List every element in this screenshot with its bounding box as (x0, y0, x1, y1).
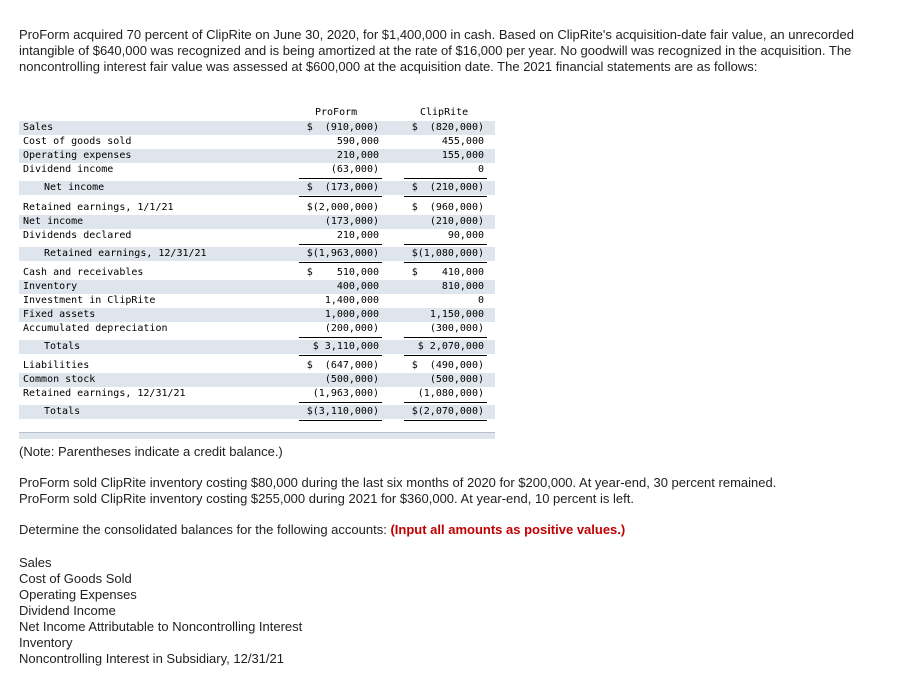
proform-value: 1,000,000 (324, 309, 379, 320)
proform-value: 590,000 (336, 136, 379, 147)
row-label: Investment in ClipRite (23, 295, 156, 306)
table-row (19, 215, 495, 229)
account-item: Cost of Goods Sold (19, 571, 132, 586)
row-label: Net income (23, 216, 84, 227)
table-row (19, 201, 495, 215)
proform-value: (173,000) (324, 216, 379, 227)
cliprite-value: 810,000 (441, 281, 484, 292)
credit-balance-note: (Note: Parentheses indicate a credit balance.) (19, 444, 283, 459)
cliprite-value: $ (210,000) (411, 182, 484, 193)
subtotal-rule (299, 178, 382, 179)
sale-2021: ProForm sold ClipRite inventory costing $255,000 during 2021 for $360,000. At year-end, 10 percent is left. (19, 491, 634, 506)
cliprite-value: $ (960,000) (411, 202, 484, 213)
total-rule (404, 420, 487, 421)
account-item: Operating Expenses (19, 587, 137, 602)
row-label: Cost of goods sold (23, 136, 132, 147)
sale-2020: ProForm sold ClipRite inventory costing $80,000 during the last six months of 2020 for $200,000. At year-end, 30 percent remained. (19, 475, 777, 490)
col-header-proform: ProForm (315, 107, 358, 118)
total-rule (299, 262, 382, 263)
row-label: Dividend income (23, 164, 114, 175)
proform-value: 1,400,000 (324, 295, 379, 306)
cliprite-value: (210,000) (429, 216, 484, 227)
table-row (19, 163, 495, 177)
proform-value: $ 3,110,000 (312, 341, 379, 352)
total-rule (404, 355, 487, 356)
cliprite-value: $(1,080,000) (411, 248, 484, 259)
cliprite-value: (1,080,000) (417, 388, 484, 399)
total-rule (404, 196, 487, 197)
table-row (19, 266, 495, 280)
cliprite-value: 90,000 (447, 230, 484, 241)
instruction-text: Determine the consolidated balances for the following accounts: (19, 522, 387, 537)
table-row (19, 405, 495, 419)
table-header-row (19, 106, 495, 120)
subtotal-rule (299, 244, 382, 245)
row-label: Totals (44, 341, 81, 352)
table-row (19, 387, 495, 401)
table-row (19, 359, 495, 373)
proform-value: (500,000) (324, 374, 379, 385)
proform-value: 400,000 (336, 281, 379, 292)
accounts-list (19, 555, 302, 667)
table-row (19, 181, 495, 195)
row-label: Sales (23, 122, 54, 133)
row-label: Retained earnings, 1/1/21 (23, 202, 174, 213)
proform-value: 210,000 (336, 230, 379, 241)
proform-value: $ (173,000) (306, 182, 379, 193)
subtotal-rule (404, 244, 487, 245)
row-label: Totals (44, 406, 81, 417)
total-rule (404, 262, 487, 263)
row-label: Inventory (23, 281, 78, 292)
subtotal-rule (404, 402, 487, 403)
cliprite-value: $(2,070,000) (411, 406, 484, 417)
proform-value: $(2,000,000) (306, 202, 379, 213)
cliprite-value: 0 (477, 295, 484, 306)
proform-value: $(1,963,000) (306, 248, 379, 259)
proform-value: $ 510,000 (306, 267, 379, 278)
row-label: Retained earnings, 12/31/21 (23, 388, 186, 399)
account-item: Inventory (19, 635, 73, 650)
inventory-sales-info (19, 475, 889, 507)
account-item: Sales (19, 555, 52, 570)
proform-value: $ (910,000) (306, 122, 379, 133)
cliprite-value: 455,000 (441, 136, 484, 147)
cliprite-value: $ 410,000 (411, 267, 484, 278)
row-label: Fixed assets (23, 309, 96, 320)
account-item: Dividend Income (19, 603, 116, 618)
row-label: Dividends declared (23, 230, 132, 241)
table-row (19, 340, 495, 354)
subtotal-rule (404, 337, 487, 338)
cliprite-value: 155,000 (441, 150, 484, 161)
proform-value: $(3,110,000) (306, 406, 379, 417)
problem-intro: ProForm acquired 70 percent of ClipRite on June 30, 2020, for $1,400,000 in cash. Based on ClipRite's acquisition-date fair value, an unrecorded intangible of $640,000 was recognized and is being amortized at the rate of $16,000 per year. No goodwill was recognized in the acquisition. The noncontrolling interest fair value was assessed at $600,000 at the acquisition date. The 2021 financial statements are as follows: (19, 27, 854, 74)
proform-value: $ (647,000) (306, 360, 379, 371)
row-label: Operating expenses (23, 150, 132, 161)
row-label: Liabilities (23, 360, 90, 371)
col-header-cliprite: ClipRite (420, 107, 469, 118)
table-row (19, 121, 495, 135)
table-footer-bar (19, 432, 495, 439)
account-item: Noncontrolling Interest in Subsidiary, 12/31/21 (19, 651, 284, 666)
cliprite-value: $ (820,000) (411, 122, 484, 133)
total-rule (299, 355, 382, 356)
row-label: Accumulated depreciation (23, 323, 168, 334)
table-row (19, 373, 495, 387)
table-row (19, 229, 495, 243)
proform-value: (63,000) (330, 164, 379, 175)
cliprite-value: (300,000) (429, 323, 484, 334)
table-row (19, 135, 495, 149)
total-rule (299, 196, 382, 197)
instruction (19, 522, 625, 538)
cliprite-value: 0 (477, 164, 484, 175)
table-row (19, 322, 495, 336)
row-label: Common stock (23, 374, 96, 385)
subtotal-rule (404, 178, 487, 179)
proform-value: (1,963,000) (312, 388, 379, 399)
table-row (19, 149, 495, 163)
subtotal-rule (299, 337, 382, 338)
financial-statements-table (19, 106, 495, 428)
table-row (19, 247, 495, 261)
cliprite-value: 1,150,000 (429, 309, 484, 320)
row-label: Retained earnings, 12/31/21 (44, 248, 207, 259)
cliprite-value: (500,000) (429, 374, 484, 385)
cliprite-value: $ 2,070,000 (417, 341, 484, 352)
subtotal-rule (299, 402, 382, 403)
table-row (19, 308, 495, 322)
cliprite-value: $ (490,000) (411, 360, 484, 371)
row-label: Cash and receivables (23, 267, 144, 278)
row-label: Net income (44, 182, 105, 193)
proform-value: (200,000) (324, 323, 379, 334)
account-item: Net Income Attributable to Noncontrolling Interest (19, 619, 303, 634)
table-row (19, 280, 495, 294)
instruction-emphasis: (Input all amounts as positive values.) (390, 522, 626, 537)
proform-value: 210,000 (336, 150, 379, 161)
total-rule (299, 420, 382, 421)
table-row (19, 294, 495, 308)
